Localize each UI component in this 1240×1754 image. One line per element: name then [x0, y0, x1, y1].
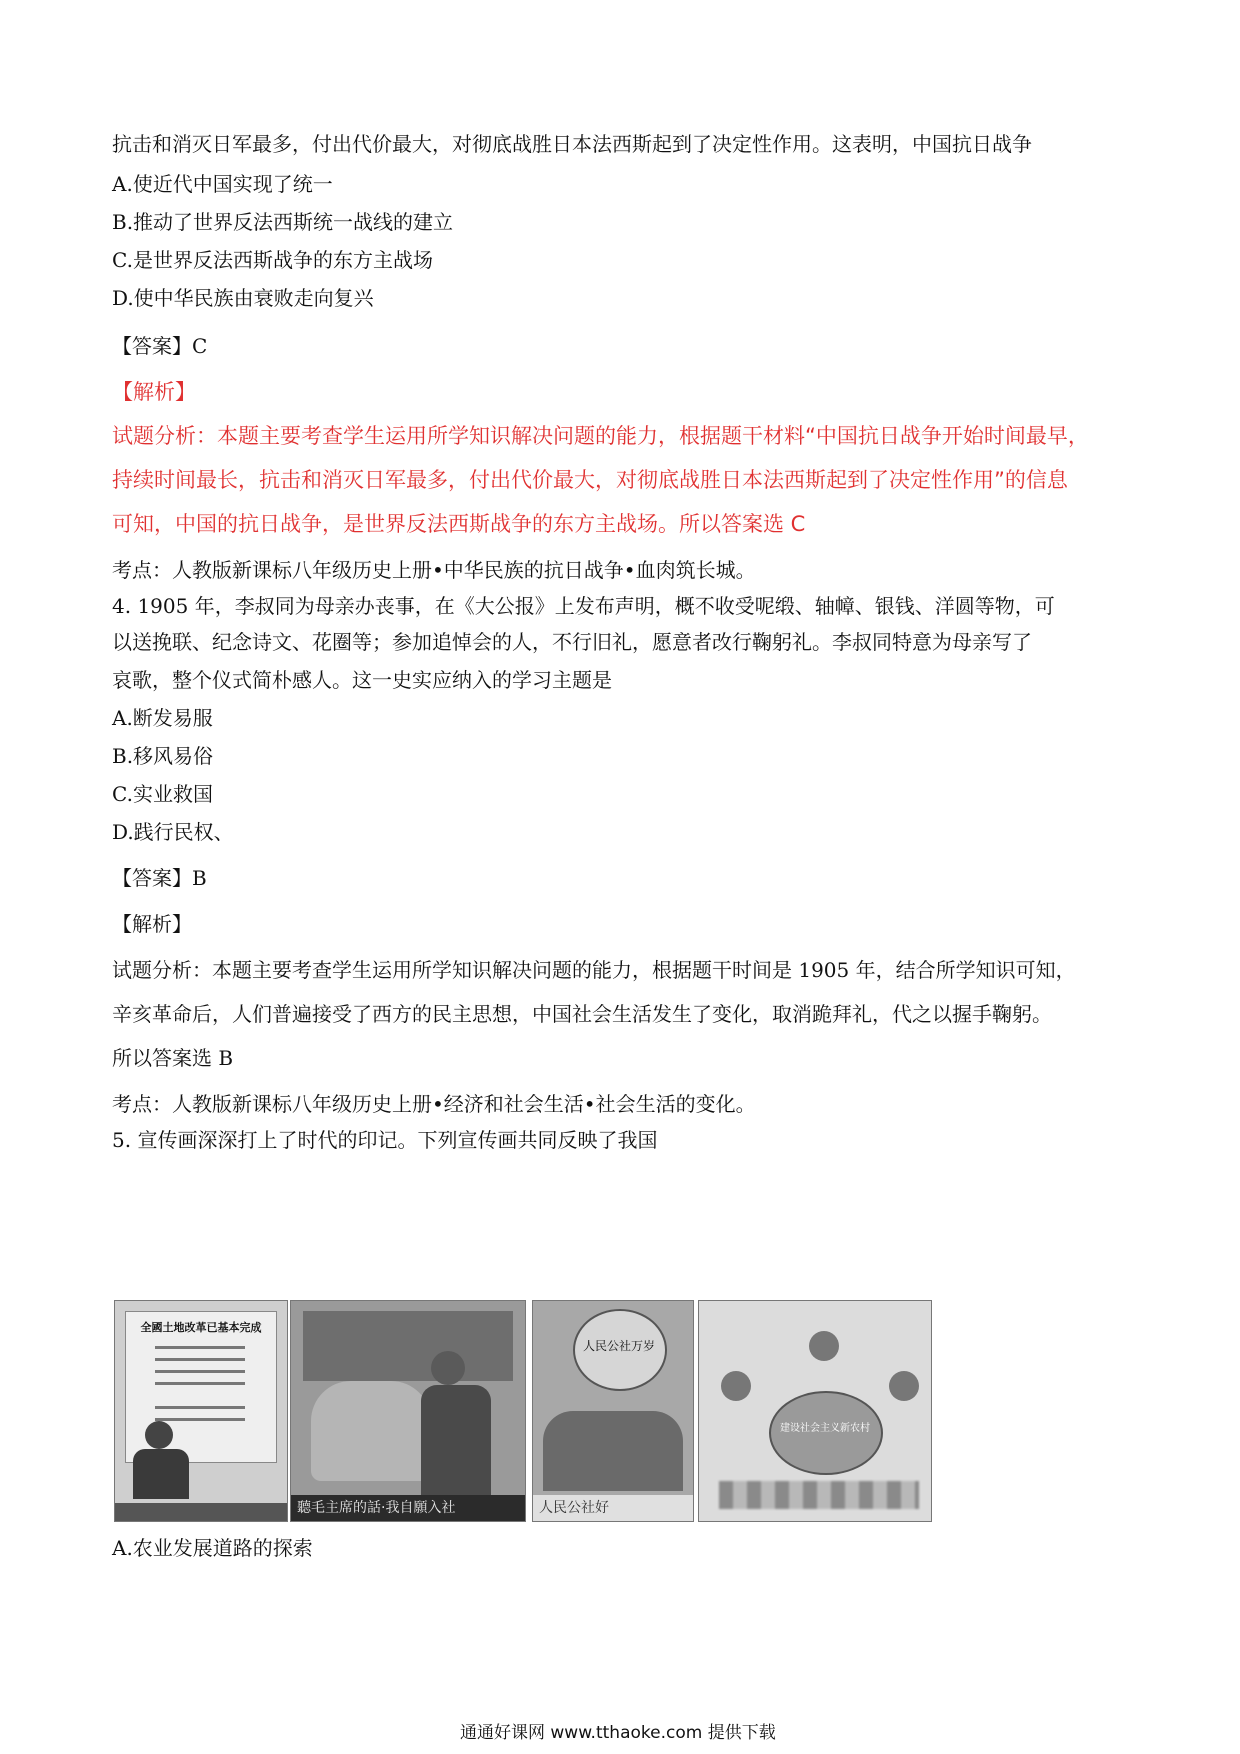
q4-option-d: D.践行民权、	[112, 820, 234, 844]
q4-stem-line-3: 哀歌，整个仪式简朴感人。这一史实应纳入的学习主题是	[112, 668, 612, 692]
q4-analysis-line-1: 试题分析：本题主要考查学生运用所学知识解决问题的能力，根据题干时间是 1905 年，结合所学知识可知，	[112, 958, 1076, 982]
poster-3-title: 人民公社万岁	[582, 1339, 655, 1353]
q5-stem: 5. 宣传画深深打上了时代的印记。下列宣传画共同反映了我国	[112, 1128, 658, 1152]
q4-option-a: A.断发易服	[112, 706, 213, 730]
q5-option-a: A.农业发展道路的探索	[112, 1536, 313, 1560]
figure-body	[421, 1385, 491, 1495]
poster-commune	[532, 1300, 694, 1522]
q3-kaodian: 考点：人教版新课标八年级历史上册•中华民族的抗日战争•血肉筑长城。	[112, 558, 756, 582]
figure-body	[133, 1449, 189, 1499]
q4-analysis-line-2: 辛亥革命后，人们普遍接受了西方的民主思想，中国社会生活发生了变化，取消跪拜礼，代之以握手鞠躬。	[112, 1002, 1052, 1026]
q4-kaodian: 考点：人教版新课标八年级历史上册•经济和社会生活•社会生活的变化。	[112, 1092, 756, 1116]
q4-answer: 【答案】B	[112, 866, 207, 890]
figure-head	[889, 1371, 919, 1401]
q3-option-c: C.是世界反法西斯战争的东方主战场	[112, 248, 433, 272]
poster-new-countryside	[698, 1300, 932, 1522]
document-page	[112, 0, 1142, 1754]
q4-option-b: B.移风易俗	[112, 744, 214, 768]
figure-head	[721, 1371, 751, 1401]
poster-text-lines	[155, 1346, 245, 1349]
q3-option-a: A.使近代中国实现了统一	[112, 172, 333, 196]
q3-analysis-title: 【解析】	[112, 380, 196, 404]
q4-analysis-line-3: 所以答案选 B	[112, 1046, 234, 1070]
poster-wall	[303, 1311, 513, 1381]
q4-analysis-title: 【解析】	[112, 912, 192, 936]
figure-head	[145, 1421, 173, 1449]
q3-analysis-line-3: 可知，中国的抗日战争，是世界反法西斯战争的东方主战场。所以答案选 C	[112, 512, 806, 536]
figure-head	[431, 1351, 465, 1385]
figure-head	[809, 1331, 839, 1361]
poster-land-reform	[114, 1300, 288, 1522]
q3-option-b: B.推动了世界反法西斯统一战线的建立	[112, 210, 454, 234]
q4-stem-line-2: 以送挽联、纪念诗文、花圈等；参加追悼会的人，不行旧礼，愿意者改行鞠躬礼。李叔同特意为母亲写了	[112, 630, 1032, 654]
poster-1-title: 全國土地改革已基本完成	[140, 1321, 262, 1334]
poster-4-title: 建设社会主义新农村	[780, 1423, 870, 1434]
poster-cooperative	[290, 1300, 526, 1522]
q3-option-d: D.使中华民族由衰败走向复兴	[112, 286, 374, 310]
propaganda-posters	[114, 1300, 1047, 1520]
q3-stem-end: 抗击和消灭日军最多，付出代价最大，对彻底战胜日本法西斯起到了决定性作用。这表明，中国抗日战争	[112, 132, 1032, 156]
q4-option-c: C.实业救国	[112, 782, 213, 806]
poster-3-caption: 人民公社好	[533, 1495, 693, 1521]
blurred-watermark	[719, 1481, 919, 1509]
poster-crowd	[543, 1411, 683, 1491]
poster-2-caption: 聽毛主席的話·我自願入社	[291, 1495, 525, 1521]
q3-analysis-line-1: 试题分析：本题主要考查学生运用所学知识解决问题的能力，根据题干材料“中国抗日战争开始时间最早，	[112, 424, 1089, 448]
poster-figures	[311, 1381, 431, 1481]
page-footer: 通通好课网 www.tthaoke.com 提供下载	[460, 1723, 776, 1743]
q3-analysis-line-2: 持续时间最长，抗击和消灭日军最多，付出代价最大，对彻底战胜日本法西斯起到了决定性作用”的信息	[112, 468, 1068, 492]
q4-stem-line-1: 4. 1905 年，李叔同为母亲办丧事，在《大公报》上发布声明，概不收受呢缎、轴幛、银钱、洋圆等物，可	[112, 594, 1055, 618]
q3-answer: 【答案】C	[112, 334, 208, 358]
